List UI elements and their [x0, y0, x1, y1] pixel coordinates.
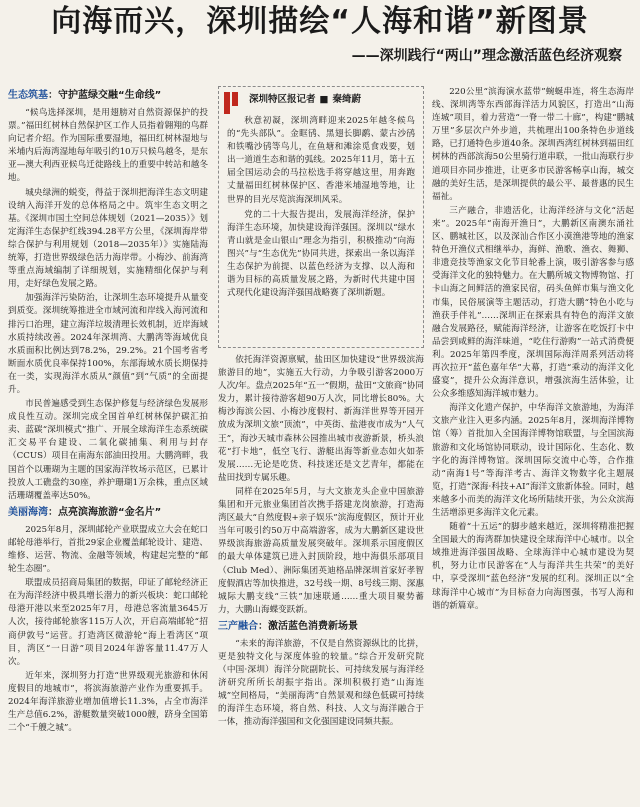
bar-mark-icon — [224, 92, 246, 114]
body-paragraph: 城央绿洲的蜕变，得益于深圳把海洋生态文明建设纳入海洋开发的总体格局之中。筑牢生态文明之基。《深圳市国土空间总体规划（2021—2035）》划定海洋生态保护红线394.28平方公里，《深圳海岸带综合保护与利用规划（2018—2035年）》实施陆海统筹，打造世界级绿色活力海岸带。小梅沙、前海湾等重点海域编制了详细规划，实施精细化保护与利用，走好绿色发展之路。 — [8, 187, 208, 290]
headline: 向海而兴，深圳描绘“人海和谐”新图景 — [51, 4, 589, 39]
body-paragraph: 联盟成员招商局集团的数据，印证了邮轮经济正在为海洋经济中极具增长潜力的新兴板块：蛇口邮轮母港开港以来至2025年7月，母港总客流量3645万人次，接待邮轮旅客115万人次，开启高端邮轮“招商伊敦号”运营。打造湾区微游轮“海上看湾区”项目，湾区“一日游”项目2024年游客量11.47万人次。 — [8, 578, 208, 667]
section-subtitle: ：守护蓝绿交融“生命线” — [48, 90, 162, 101]
body-paragraph: 同样在2025年5月，与大文旅龙头企业中国旅游集团和开元旅业集团首次携手搭建龙岗旅游，打造海湾区最大“自然度假+亲子娱乐”滨海度假区，预计开业当年可吸引约50万中高端游客，成为大鹏新区建设世界级滨海旅游高质量发展突破年。深圳系示国度假区的最大单体建筑已进入封顶阶段，地中海俱乐部项目（Club Med）、洲际集团英迪格品牌深圳首家好孝智度假酒店等加快推进，32号线一期、8号线三期、深惠城际大鹏支线“三铁”加速联通……重大项目聚势蓄力，大鹏山海蝶变跃新。 — [218, 486, 424, 615]
body-paragraph: 近年来，深圳努力打造“世界级观光旅游和休闲度假目的地城市”，将滨海旅游产业作为重要抓手。2024年海洋旅游业增加值增长11.3%，占全市海洋生产总值6.2%，游艇数量突破1000艘，跻身全国第二个“千艘之城”。 — [8, 670, 208, 734]
body-paragraph: 加强海洋污染防治，让深圳生态环境提升从量变到质变。深圳统筹推进全市域河流和岸线入海河流和排污口治理，建立海洋垃圾清理长效机制，近岸海域水质持续改善。2024年深圳湾、大鹏湾等海域优良水质面积比例达到78.2%，29.2%。21个国考省考断面水质优良率保持100%，东部海域水质长期保持在一类，实现海洋水质从“颜值”到“气质”的全面提升。 — [8, 293, 208, 395]
commentary-body — [227, 115, 415, 300]
section-subtitle: ：激活蓝色消费新场景 — [258, 620, 358, 632]
body-paragraph: 市民普遍感受到生态保护修复与经济绿色发展形成良性互动。深圳完成全国首单红树林保护碳汇拍卖、蓝碳“深圳模式”推广、开展全球海洋生态系统碳汇交易平台建设、二氧化碳捕集、利用与封存（CCUS）项目在南海东部油田投用。大鹏湾畔，我国首个以珊瑚为主题的国家海洋牧场示范区，已累计投放人工礁盘约30座，养护珊瑚1万余株，重点区域活珊瑚覆盖率达50%。 — [8, 399, 208, 501]
body-paragraph: “未来的海洋旅游，不仅是自然资源纵比的比拼，更是独特文化与深度体验的较量。”综合开发研究院（中国·深圳）海洋分院副院长、可持续发展与海洋经济研究所所长胡振宇指出。深圳积极打造“山海连城”空间格局，“美丽海湾”自然景观和绿色低碳可持续的海洋生态环境，将自然、科技、人文与海洋融合于一体，推动海洋强国和文化强国建设同频共振。 — [218, 638, 424, 728]
section-subtitle: ：点亮滨海旅游“金名片” — [48, 506, 162, 518]
body-paragraph: “候鸟选择深圳，是用翅膀对自然资源保护的投票。”福田红树林自然保护区工作人员指着翱翔的鸟群向记者介绍。作为国际重要湿地，福田红树林湿地与米埔内后海湾湿地每年吸引约10万只候鸟越冬，是东亚—澳大利西亚候鸟迁徙路线上的重要中转站和越冬地。 — [8, 108, 208, 184]
column-right — [432, 86, 634, 802]
section-title: 三产融合 — [218, 620, 258, 632]
commentary-byline: 深圳特区报记者 ■ 秦绮蔚 — [249, 94, 362, 105]
column-left — [8, 86, 208, 802]
section-heading-industry — [218, 619, 424, 635]
body-paragraph: 随着“十五运”的脚步越来越近，深圳将精准把握全国最大的海湾群加快建设全球海洋中心城市。以全域推进海洋强国战略、全球海洋中心城市建设为契机，努力让市民游客在“人与海洋共生共荣”的美好中，享受深圳“蓝色经济”发展的红利。深圳正以“全球海洋中心城市”为目标奋力向海图强，书写人海和谐的新篇章。 — [432, 522, 634, 611]
body-paragraph: 220公里“滨海演水蓝带”蜿蜒串连，将生态海岸线、深圳湾等东西部海洋活力风貌区，打造出“山海连城”项目，着力营造“一脊一带二十廊”，构建“鹏城万里”多层次户外步道，共梳理出100条特色步道线路，已打通特色步道40条。深圳西湾红树林到福田红树林的西部滨海50公里骑行道串联，一批山海联行步道项目亦同步推进，让更多市民游客畅享山海，城交融的美好生活，是深圳提供的最公平、最普惠的民生福祉。 — [432, 87, 634, 202]
column-middle — [218, 354, 424, 802]
section-heading-bay — [8, 505, 208, 521]
section-heading-eco — [8, 88, 208, 104]
commentary-paragraph: 党的二十大报告提出，发展海洋经济，保护海洋生态环境，加快建设海洋强国。深圳以“绿水青山就是金山银山”理念为指引，积极推动“向海图兴”与“生态优先”协同共进，探索出一条以海洋生态保护为前提、以蓝色经济为支撑、以人海和谐为目标的高质量发展之路，为新时代共建中国式现代化建设海洋强国战略赛了深圳新题。 — [227, 209, 415, 299]
commentary-paragraph: 秋意初凝，深圳湾畔迎来2025年越冬候鸟的“先头部队”。金眶鸻、黑翅长脚鹬、蒙古沙鸻和铁嘴沙鸻等鸟儿，在鱼塘和滩涂觅食戏要，划出一道道生态和谐的弧线。2025年11月，第十五届全国运动会的马拉松选手将穿越这里，用奔跑丈量福田红树林保护区、香港米埔湿地等地，让世界的目光尽览滨海深圳风采。 — [227, 116, 415, 205]
body-paragraph: 海洋文化遗产保护，中华海洋文旅游地，为海洋文旅产业注入更多内涵。2025年8月，深圳海洋博物馆（筹）首批加入全国海洋博物馆联盟，与全国滨海旅游和文化场馆协同联动，设计国际化、生态化、数字化的海洋博物馆。深圳国际交流中心等，合作推动“南海1号”等海洋考古、海洋文物数字化主题展览，打造“深海·科技+AI”海洋文旅新体验。同时，越来越多小而美的海洋文化场所陆续开张，为公众滨海生活增添更多海洋文化元素。 — [432, 403, 634, 518]
body-paragraph: 三产融合，非遗活化，让海洋经济与文化“活起来”。2025年“南海开渔日”，大鹏新区南澳东涌社区、鹏城社区，以及深汕合作区小漠渔港等地的渔家特色开渔仪式相继举办，海鲜、渔歌、渔衣、舞狮、非遗竞技等渔家文化节目轮番上演，吸引游客参与感受海洋文化的独特魅力。在大鹏所城文物博物馆、打卡山海之间鲜活的渔家民宿，码头鱼鲜市集与渔文化市集，民俗展演等主题活动，打造大鹏“特色小吃与渔获手伴礼”……深圳正在探索具有特色的海洋文旅融合发展路径，赋能海洋经济，让游客在吃饭打卡中品尝到咸鲜的海洋味道，“吃住行游购”一站式消费便利。2025年第四季度，深圳国际海洋周系列活动将再次拉开“蓝色嘉年华”大幕，打造“乘动的海洋文化盛宴”，提升公众海洋意识，增强滨海生活体验，让公众多维感知海洋城市魅力。 — [432, 205, 634, 400]
section-title: 生态筑基 — [8, 90, 48, 101]
subheadline: ——深圳践行“两山”理念激活蓝色经济观察 — [351, 48, 622, 64]
section-title: 美丽海湾 — [8, 506, 48, 518]
byline-tag: 深圳特区报记者 — [249, 94, 316, 105]
byline-author: 秦绮蔚 — [332, 94, 362, 105]
body-paragraph: 2025年8月，深圳邮轮产业联盟成立大会在蛇口邮轮母港举行，首批29家企业覆盖邮轮设计、建造、维修、运营、物流、金融等领域，构建起完整的“邮轮生态圈”。 — [8, 524, 208, 575]
body-paragraph: 依托海洋资源禀赋，盐田区加快建设“世界级滨海旅游目的地”，实施五大行动，力争吸引游客2000万人次/年。盘点2025年“五一”假期，盐田“文旅商”协同发力，累计接待游客超90万人次，同比增长80%。大梅沙海滨公园、小梅沙度假村、新海洋世界等开园开放成为深圳文旅“顶流”，中英街、盐港夜市成为“人气王”，海沙天城市森林公园推出城市夜游新景，桥头浪花“打卡地”，低空飞行、游艇出海等新业态如火如荼发展……无论是吃货、科技迷还是文艺青年，都能在盐田找到专属乐趣。 — [218, 355, 424, 483]
commentary-box — [218, 86, 424, 348]
